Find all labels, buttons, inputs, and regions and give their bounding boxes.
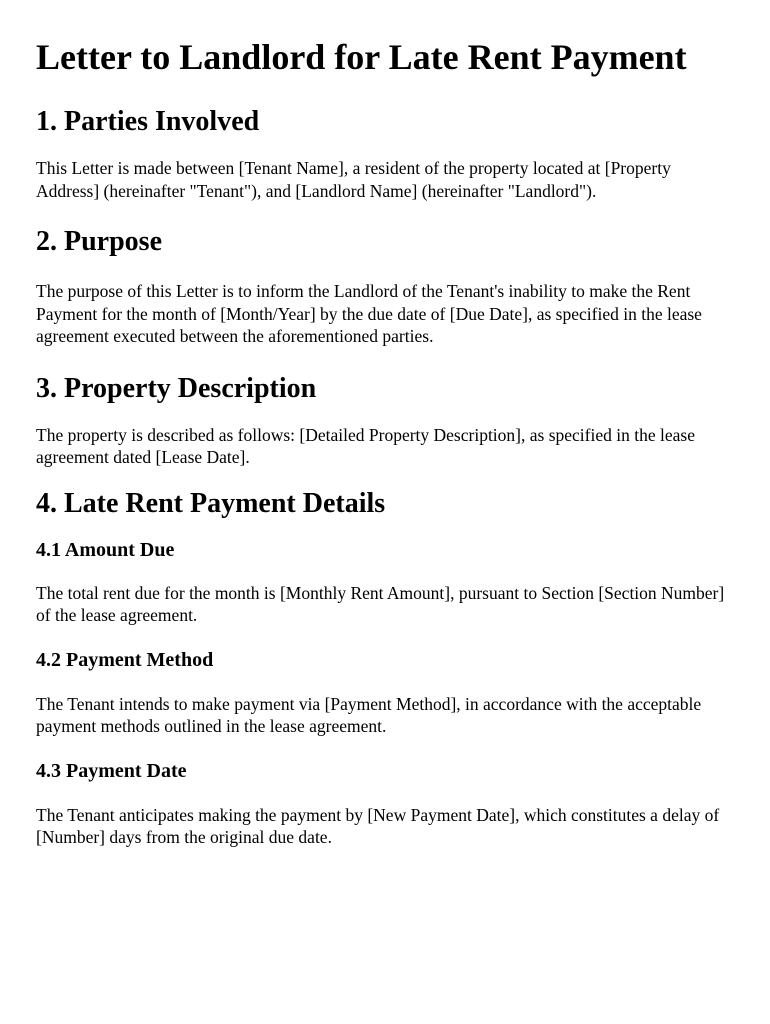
section-heading: 4. Late Rent Payment Details	[36, 487, 386, 519]
section-paragraph: The property is described as follows: [Detailed Property Description], as specified in the lease agreement dated [Lease Date].	[36, 424, 695, 467]
section-purpose	[36, 225, 736, 348]
section-heading: 2. Purpose	[36, 226, 162, 257]
subsection-paragraph: The Tenant intends to make payment via [Payment Method], in accordance with the acceptable payment methods outlined in the lease agreement.	[36, 693, 702, 736]
section-parties-involved	[36, 105, 736, 202]
subsection-heading: 4.2 Payment Method	[36, 648, 214, 671]
section-property-description	[36, 372, 736, 469]
subsection-paragraph: The total rent due for the month is [Monthly Rent Amount], pursuant to Section [Section Number] of the lease agreement.	[36, 582, 725, 625]
subsection-heading: 4.1 Amount Due	[36, 538, 175, 561]
subsection-payment-method	[36, 647, 736, 738]
document-title: Letter to Landlord for Late Rent Payment	[36, 37, 687, 77]
subsection-heading: 4.3 Payment Date	[36, 759, 187, 782]
section-heading: 3. Property Description	[36, 372, 317, 404]
subsection-amount-due	[36, 537, 736, 627]
section-paragraph: The purpose of this Letter is to inform the Landlord of the Tenant's inability to make the Rent Payment for the month of [Month/Year] by the due date of [Due Date], as specified in the lease agreement executed between the aforementioned parties.	[36, 281, 702, 346]
section-paragraph: This Letter is made between [Tenant Name], a resident of the property located at [Property Address] (hereinafter "Tenant"), and [Landlord Name] (hereinafter "Landlord").	[36, 158, 671, 201]
subsection-paragraph: The Tenant anticipates making the payment by [New Payment Date], which constitutes a delay of [Number] days from the original due date.	[36, 804, 720, 847]
subsection-payment-date	[36, 758, 736, 849]
section-heading: 1. Parties Involved	[36, 106, 260, 137]
section-late-rent-payment-details	[36, 487, 736, 849]
document-page	[36, 0, 736, 849]
